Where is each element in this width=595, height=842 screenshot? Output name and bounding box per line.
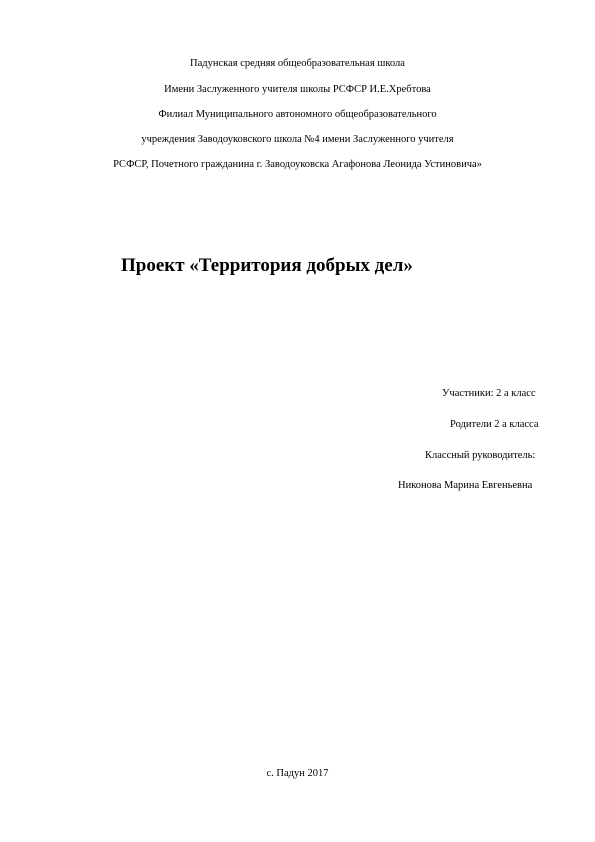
place-year: с. Падун 2017 [266, 768, 329, 779]
honor-citizen-line: РСФСР, Почетного гражданина г. Заводоуковска Агафонова Леонида Устиновича» [113, 159, 482, 170]
school-honor-line: Имени Заслуженного учителя школы РСФСР И.Е.Хребтова [164, 84, 431, 95]
participants-class-line: Участники: 2 а класс [442, 388, 536, 399]
institution-line: учреждения Заводоуковского школа №4 имени Заслуженного учителя [141, 134, 454, 145]
class-teacher-name: Никонова Марина Евгеньевна [398, 480, 533, 491]
project-title: Проект «Территория добрых дел» [121, 255, 413, 276]
school-name-line: Падунская средняя общеобразовательная школа [190, 58, 405, 69]
participants-parents-line: Родители 2 а класса [450, 419, 539, 430]
branch-line: Филиал Муниципального автономного общеобразовательного [158, 109, 437, 120]
class-teacher-label: Классный руководитель: [425, 450, 536, 461]
